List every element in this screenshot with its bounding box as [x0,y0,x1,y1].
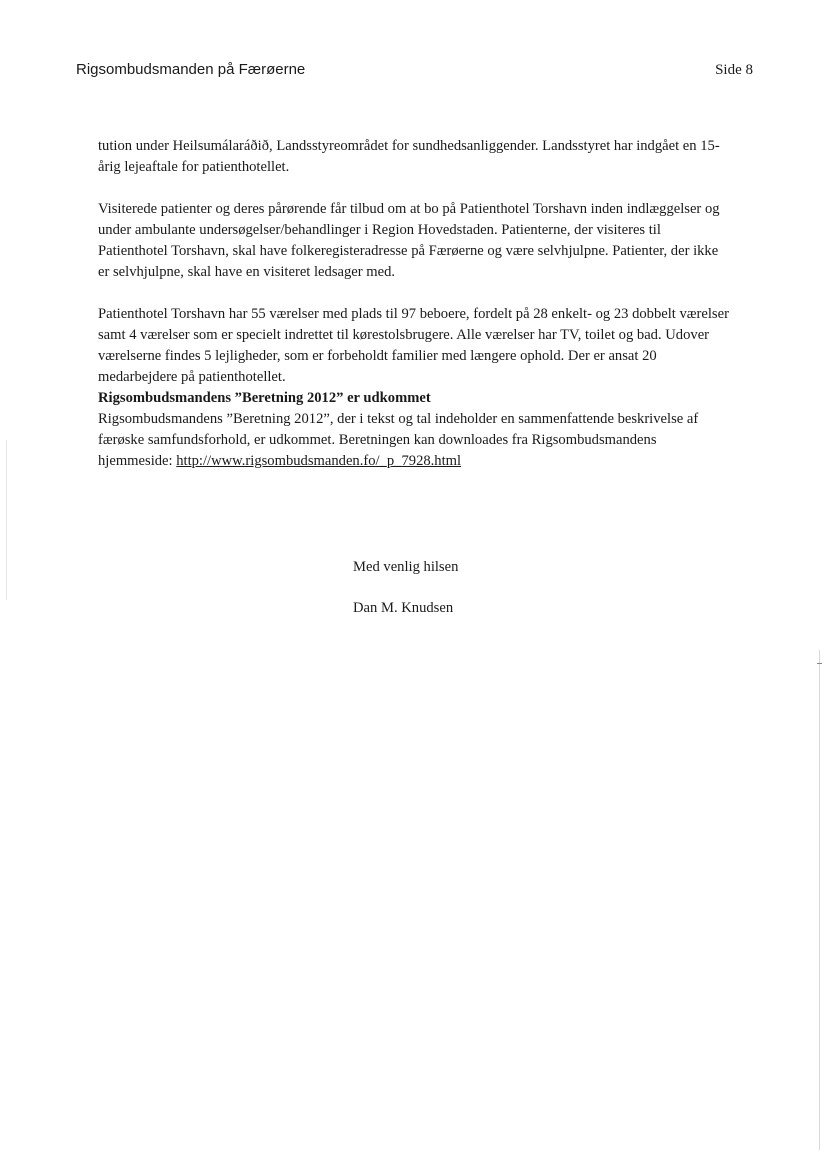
scan-tick-mark [817,663,822,664]
report-download-link[interactable]: http://www.rigsombudsmanden.fo/_p_7928.html [176,453,462,469]
paragraph-patient-hotel-ownership: tution under Heilsumálaráðið, Landsstyreområdet for sundhedsanliggender. Landsstyret har indgået en 15-årig lejeaftale for patienthotellet. [98,138,720,175]
header-title: Rigsombudsmanden på Færøerne [76,61,306,78]
closing-greeting: Med venlig hilsen [353,559,459,575]
paragraph-visited-patients: Visiterede patienter og deres pårørende får tilbud om at bo på Patienthotel Torshavn inden indlæggelser og under ambulante undersøgelser/behandlinger i Region Hovedstaden. Patienterne, der visiteres til Patienthotel Torshavn, skal have folkeregisteradresse på Færøerne og være selvhjulpne. Patienter, der ikke er selvhjulpne, skal have en visiteret ledsager med. [98,201,720,280]
signature-name: Dan M. Knudsen [353,600,454,616]
paragraph-report-2012 [98,409,730,472]
page-header [76,61,753,83]
paragraph-report-2012-text: Rigsombudsmandens ”Beretning 2012”, der i tekst og tal indeholder en sammenfattende beskrivelse af færøske samfundsforhold, er udkommet. Beretningen kan downloades fra Rigsombudsmandens hjemmeside: [98,411,699,469]
paragraph-hotel-capacity: Patienthotel Torshavn har 55 værelser med plads til 97 beboere, fordelt på 28 enkelt- og 23 dobbelt værelser samt 4 værelser som er specielt indrettet til kørestolsbrugere. Alle værelser har TV, toilet og bad. Udover værelserne findes 5 lejligheder, som er forbeholdt familier med længere ophold. Der er ansat 20 medarbejdere på patienthotellet. [98,306,729,385]
scan-edge-mark-left [6,440,7,600]
section-heading-report-2012: Rigsombudsmandens ”Beretning 2012” er udkommet [98,390,431,406]
page-number: Side 8 [715,62,753,78]
document-body [98,136,730,472]
scan-edge-mark-right [819,650,820,1150]
